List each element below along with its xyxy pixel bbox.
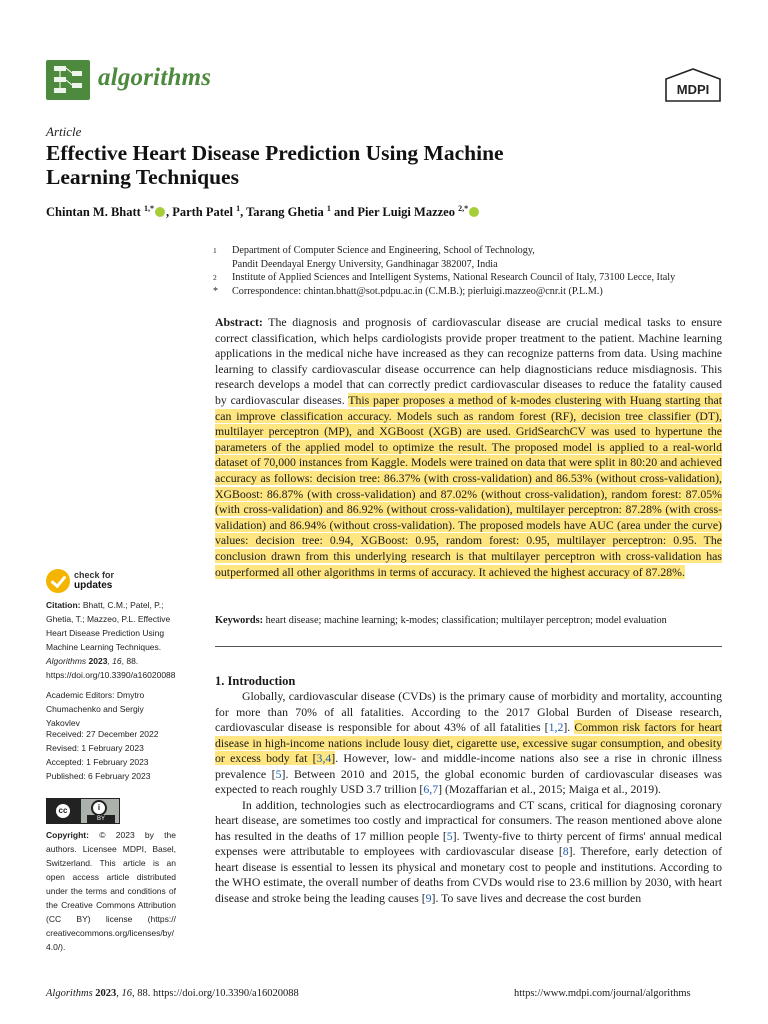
attribution-icon: i (91, 800, 107, 816)
introduction-body (215, 689, 722, 906)
author-name[interactable]: Tarang Ghetia (246, 205, 324, 220)
correspondence: * Correspondence: chintan.bhatt@sot.pdpu.ac.in (C.M.B.); pierluigi.mazzeo@cnr.it (P.L.M.) (213, 286, 603, 297)
author-affiliation-mark: 1 (326, 204, 331, 213)
citation-link[interactable]: 6,7 (423, 782, 439, 796)
author-affiliation-mark: 1,* (143, 204, 154, 213)
abstract-text: The diagnosis and prognosis of cardiovascular disease are crucial medical tasks to ensure correct classification, which helps cardiologists provide proper treatment to the patient. Machine learning applications in the medical niche have increased as they can recognize patterns from data. Using machine learning to classify cardiovascular disease occurrence can help diagnosticians reduce misdiagnosis. This research develops a model that can correctly predict cardiovascular diseases to reduce the fatality caused by cardiovascular diseases. (215, 315, 722, 407)
citation-link[interactable]: 3,4 (316, 751, 332, 765)
citation-doi-link[interactable]: , 88. https://doi.org/10.3390/a16020088 (46, 656, 176, 680)
affiliation-2: 2 Institute of Applied Sciences and Intelligent Systems, National Research Council of Italy, 73100 Lecce, Italy (213, 272, 676, 283)
published-date: Published: 6 February 2023 (46, 771, 151, 781)
article-title (46, 141, 666, 189)
author-name[interactable]: Parth Patel (172, 205, 233, 220)
abstract (215, 315, 722, 580)
author-affiliation-mark: 1 (236, 204, 241, 213)
mdpi-logo-icon (664, 68, 722, 102)
journal-logo-icon (46, 60, 90, 100)
citation-link[interactable]: 1,2 (548, 720, 564, 734)
keywords-text: heart disease; machine learning; k-modes; classification; multilayer perceptron; model evaluation (263, 615, 667, 626)
affiliation-1: 1 Department of Computer Science and Engineering, School of Technology, Pandit Deendayal Energy University, Gandhinagar 382007, India (213, 245, 535, 270)
citation-link[interactable]: 8 (562, 844, 569, 858)
journal-name: algorithms (98, 64, 212, 91)
paragraph: Globally, cardiovascular disease (CVDs) is the primary cause of morbidity and mortality, accounting for more than 70% of all fatalities. According to the 2017 Global Burden of Disease research, cardiovascular disease is responsible for about 43% of all fatalities [1,2]. Common risk factors for heart disease in high-income nations include lousy diet, cigarette use, excessive sugar consumption, and obesity or excess body fat [3,4]. However, low- and middle-income nations also see a rise in chronic illness prevalence [5]. Between 2010 and 2015, the global economic burden of cardiovascular diseases was expected to reach roughly USD 3.7 trillion [6,7] (Mozaffarian et al., 2015; Maiga et al., 2019). (215, 689, 723, 796)
highlighted-text: Common risk factors for heart disease in high-income nations include lousy diet, cigarette use, excessive sugar consumption, and obesity or excess body fat [ (215, 720, 723, 765)
title-line-1: Effective Heart Disease Prediction Using Machine (46, 141, 504, 165)
copyright-notice: Copyright: © 2023 by the authors. Licensee MDPI, Basel, Switzerland. This article is an open access article distributed under the terms and conditions of the Creative Commons Attribution (CC BY) license (https:// creativecommons.org/licenses/by/ 4.0/). (46, 830, 176, 952)
section-heading-introduction: 1. Introduction (215, 674, 296, 688)
cc-by-license-icon[interactable]: cc i BY (46, 798, 120, 824)
accepted-date: Accepted: 1 February 2023 (46, 757, 149, 767)
abstract-highlighted-text: This paper proposes a method of k-modes clustering with Huang starting that can improve classification accuracy. Models such as random forest (RF), decision tree classifier (DT), multilayer perceptron (MP), and XGBoost (XGB) are used. GridSearchCV was used to hypertune the parameters of the applied model to optimize the result. The proposed model is applied to a real-world dataset of 70,000 instances from Kaggle. Models were trained on data that were split in 80:20 and achieved accuracy as follows: decision tree: 86.37% (with cross-validation) and 86.53% (without cross-validation), XGBoost: 86.87% (with cross-validation) and 87.02% (without cross-validation), random forest: 87.05% (with cross-validation) and 86.92% (without cross-validation), multilayer perceptron: 87.28% (with cross-validation) and 86.94% (without cross-validation). The proposed models have AUC (area under the curve) values: decision tree: 0.94, XGBoost: 0.95, random forest: 0.95, multilayer perceptron: 0.95. The conclusion drawn from this underlying research is that multilayer perceptron with cross-validation has outperformed all other algorithms in terms of accuracy. It achieved the highest accuracy of 87.28%. (215, 392, 722, 579)
received-date: Received: 27 December 2022 (46, 729, 159, 739)
author-affiliation-mark: 2,* (458, 204, 469, 213)
keywords (215, 614, 722, 628)
paragraph: In addition, technologies such as electrocardiograms and CT scans, critical for diagnosing coronary heart disease, are sometimes too costly and impractical for consumers. The reason mentioned above alone has resulted in the deaths of 17 million people [5]. Twenty-five to thirty percent of firms' annual medical expenses were attributable to employees with cardiovascular disease [8]. Therefore, early detection of heart disease is essential to lessen its physical and monetary cost to people and institutions. According to the WHO estimate, the overall number of deaths from CVDs would rise to 23.6 million by 2030, with heart disease and stroke being the leading causes [9]. To save lives and decrease the cost burden (215, 797, 723, 905)
mdpi-logo-text: MDPI (676, 82, 710, 97)
checkmark-icon (46, 569, 70, 593)
author-list: Chintan M. Bhatt $^{1,*}$ , Parth Patel $^1$, Tarang Ghetia $^1$ and Pier Luigi Mazzeo $^{2,*}$ (46, 204, 480, 220)
cc-icon: cc (54, 802, 72, 820)
orcid-icon[interactable] (469, 207, 479, 217)
article-type: Article (46, 124, 82, 139)
author-name[interactable]: Pier Luigi Mazzeo (357, 205, 455, 220)
citation-link[interactable]: 9 (425, 890, 432, 905)
title-line-2: Learning Techniques (46, 165, 239, 189)
citation-link[interactable]: 5 (446, 828, 453, 843)
revised-date: Revised: 1 February 2023 (46, 743, 144, 753)
footer-journal-url[interactable]: https://www.mdpi.com/journal/algorithms (514, 988, 691, 999)
academic-editors: Academic Editors: Dmytro Chumachenko and Sergiy Yakovlev (46, 690, 145, 728)
publication-dates (46, 727, 176, 783)
citation-block: Citation: Bhatt, C.M.; Patel, P.; Ghetia, T.; Mazzeo, P.L. Effective Heart Disease Prediction Using Machine Learning Techniques. Algorithms 2023, 16, 88. https://doi.org/10.3390/a16020088 (46, 600, 176, 680)
author-name[interactable]: Chintan M. Bhatt (46, 205, 141, 220)
check-for-updates-button[interactable]: check for updates (46, 568, 166, 596)
orcid-icon[interactable] (155, 207, 165, 217)
footer-citation: Algorithms 2023, 16, 88. https://doi.org/10.3390/a16020088 (46, 988, 299, 999)
section-divider (215, 646, 722, 647)
abstract-label: Abstract: (215, 315, 263, 329)
keywords-label: Keywords: (215, 615, 264, 626)
citation-link[interactable]: 5 (275, 766, 282, 781)
footer-doi-link[interactable]: , 88. https://doi.org/10.3390/a16020088 (132, 988, 299, 999)
